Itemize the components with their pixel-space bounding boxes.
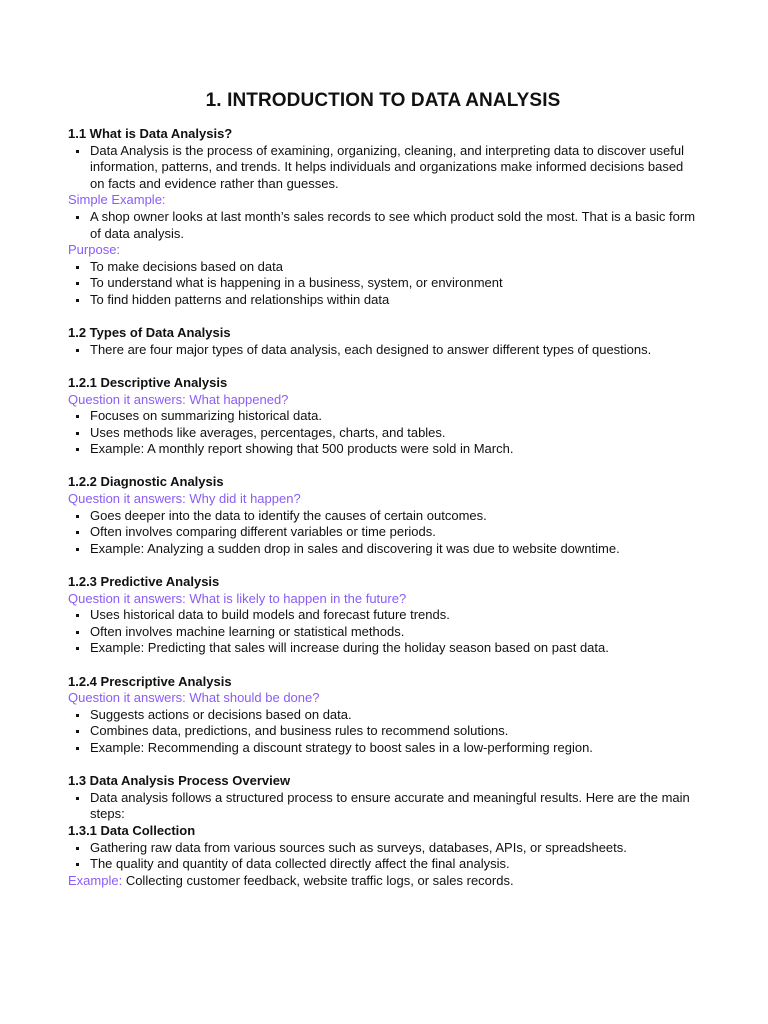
list-item: Suggests actions or decisions based on data. [68,707,698,724]
purpose-label: Purpose: [68,242,121,258]
list-item: The quality and quantity of data collected directly affect the final analysis. [68,856,698,873]
bullet-list [68,607,698,657]
list-item: Goes deeper into the data to identify the causes of certain outcomes. [68,508,698,525]
example-line [68,873,698,890]
spacer [68,557,698,574]
section-heading-1-2-4: 1.2.4 Prescriptive Analysis [68,673,232,689]
example-text: Collecting customer feedback, website traffic logs, or sales records. [122,872,514,888]
bullet-list [68,209,698,242]
list-item: Often involves machine learning or statistical methods. [68,624,698,641]
list-item: To make decisions based on data [68,259,698,276]
list-item: Focuses on summarizing historical data. [68,408,698,425]
list-item: There are four major types of data analysis, each designed to answer different types of questions. [68,342,698,359]
bullet-list [68,259,698,309]
list-item: To find hidden patterns and relationships within data [68,292,698,309]
list-item: Example: Analyzing a sudden drop in sales and discovering it was due to website downtime. [68,541,698,558]
spacer [68,757,698,774]
bullet-list [68,508,698,558]
simple-example-label: Simple Example: [68,192,166,208]
spacer [68,309,698,326]
list-item: Uses methods like averages, percentages, charts, and tables. [68,425,698,442]
section-heading-1-2-2: 1.2.2 Diagnostic Analysis [68,474,224,490]
section-heading-1-1: 1.1 What is Data Analysis? [68,126,233,141]
section-heading-1-2-1: 1.2.1 Descriptive Analysis [68,374,228,390]
list-item: Combines data, predictions, and business rules to recommend solutions. [68,723,698,740]
list-item: Uses historical data to build models and forecast future trends. [68,607,698,624]
list-item: A shop owner looks at last month’s sales records to see which product sold the most. That is a basic form of data analysis. [68,209,698,242]
section-heading-1-3: 1.3 Data Analysis Process Overview [68,773,291,789]
spacer [68,458,698,475]
list-item: Data Analysis is the process of examining, organizing, cleaning, and interpreting data to discover useful information, patterns, and trends. It helps individuals and organizations make informed decisions based on facts and evidence rather than guesses. [68,143,698,193]
page-title: 1. INTRODUCTION TO DATA ANALYSIS [205,90,561,111]
bullet-list [68,790,698,823]
bullet-list [68,143,698,193]
section-heading-1-2: 1.2 Types of Data Analysis [68,325,231,341]
example-label: Example: [68,872,123,888]
question-label: Question it answers: What is likely to happen in the future? [68,590,407,606]
list-item: Gathering raw data from various sources such as surveys, databases, APIs, or spreadsheets. [68,840,698,857]
spacer [68,657,698,674]
list-item: To understand what is happening in a business, system, or environment [68,275,698,292]
list-item: Data analysis follows a structured process to ensure accurate and meaningful results. Here are the main steps: [68,790,698,823]
section-heading-1-2-3: 1.2.3 Predictive Analysis [68,574,220,590]
list-item: Example: Predicting that sales will increase during the holiday season based on past data. [68,640,698,657]
list-item: Example: Recommending a discount strategy to boost sales in a low-performing region. [68,740,698,757]
bullet-list [68,342,698,359]
bullet-list [68,840,698,873]
list-item: Often involves comparing different variables or time periods. [68,524,698,541]
spacer [68,358,698,375]
bullet-list [68,408,698,458]
question-label: Question it answers: What happened? [68,391,289,407]
list-item: Example: A monthly report showing that 500 products were sold in March. [68,441,698,458]
bullet-list [68,707,698,757]
question-label: Question it answers: What should be done? [68,690,320,706]
question-label: Question it answers: Why did it happen? [68,491,301,507]
section-heading-1-3-1: 1.3.1 Data Collection [68,822,196,838]
